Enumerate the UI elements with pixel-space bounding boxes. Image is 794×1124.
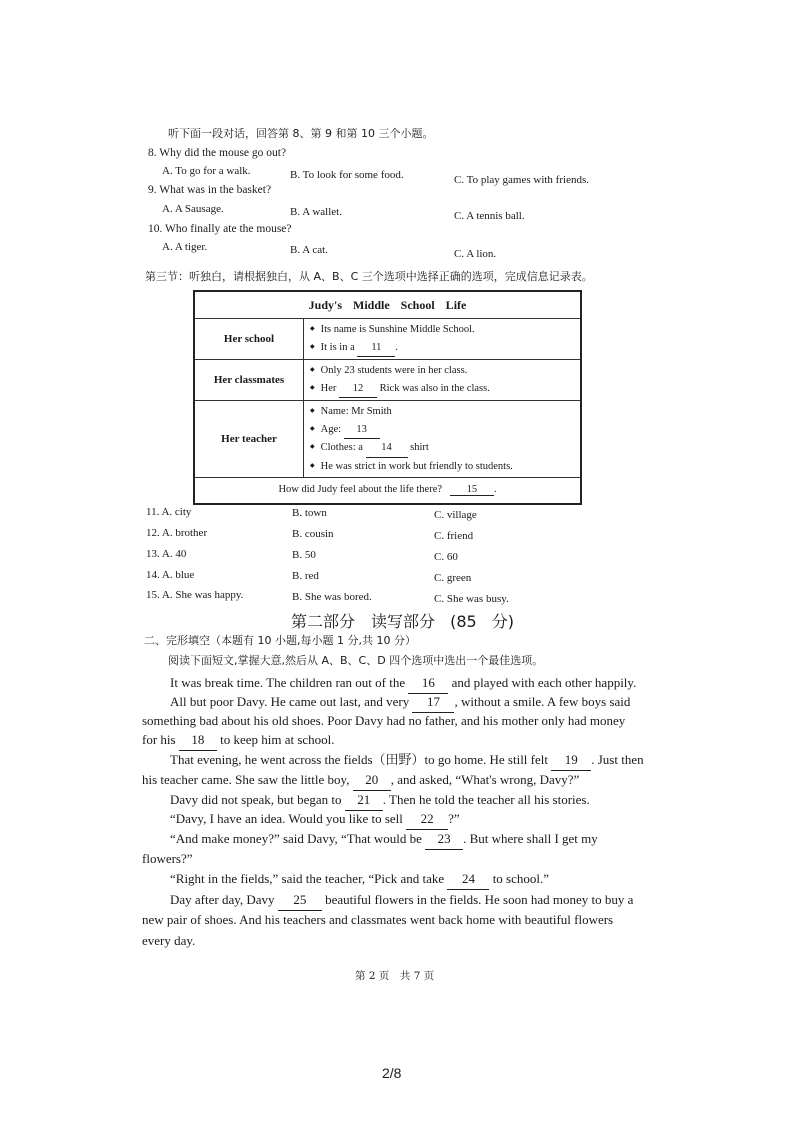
row-label-classmates: Her classmates <box>194 360 304 401</box>
option-14-a: 14. A. blue <box>146 569 195 581</box>
passage-line-4: for his 18 to keep him at school. <box>142 730 335 751</box>
row-content-school: ◆ Its name is Sunshine Middle School. ◆ It is in a 11 . <box>304 319 582 360</box>
blank-14: 14 <box>366 440 408 458</box>
section3-intro: 第三节：听独白，请根据独白，从 A、B、C 三个选项中选择正确的选项，完成信息记录表。 <box>145 270 593 283</box>
option-14-c: C. green <box>434 572 472 584</box>
option-11-b: B. town <box>292 507 327 519</box>
page-number: 2/8 <box>382 1065 402 1081</box>
row-label-teacher: Her teacher <box>194 401 304 478</box>
blank-24: 24 <box>447 869 489 890</box>
blank-17: 17 <box>412 692 454 713</box>
passage-line-3: something bad about his old shoes. Poor Davy had no father, and his mother only had money <box>142 713 626 728</box>
blank-23: 23 <box>425 829 463 850</box>
q9-option-c: C. A tennis ball. <box>454 210 525 222</box>
passage-line-11: “Right in the fields,” said the teacher, “Pick and take 24 to school.” <box>170 869 549 890</box>
option-15-b: B. She was bored. <box>292 591 372 603</box>
passage-line-12: Day after day, Davy 25 beautiful flowers in the fields. He soon had money to buy a <box>170 890 633 911</box>
listening-intro: 听下面一段对话，回答第 8、第 9 和第 10 三个小题。 <box>168 127 434 140</box>
blank-20: 20 <box>353 770 391 791</box>
option-11-a: 11. A. city <box>146 506 192 518</box>
section-cloze-title: 二、完形填空（本题有 10 小题,每小题 1 分,共 10 分） <box>144 634 416 647</box>
q10-option-c: C. A lion. <box>454 248 497 260</box>
passage-line-5: That evening, he went across the fields（田野）to go home. He still felt 19 . Just then <box>170 750 644 771</box>
passage-line-10: flowers?” <box>142 851 193 866</box>
option-15-c: C. She was busy. <box>434 593 509 605</box>
row-label-school: Her school <box>194 319 304 360</box>
passage-line-6: his teacher came. She saw the little boy, 20 , and asked, “What's wrong, Davy?” <box>142 770 579 791</box>
blank-16: 16 <box>408 673 448 694</box>
question-8: 8. Why did the mouse go out? <box>148 147 287 159</box>
row-content-classmates: ◆ Only 23 students were in her class. ◆ Her 12 Rick was also in the class. <box>304 360 582 401</box>
passage-line-9: “And make money?” said Davy, “That would be 23 . But where shall I get my <box>170 829 598 850</box>
blank-11: 11 <box>357 340 395 358</box>
blank-19: 19 <box>551 750 591 771</box>
cloze-instruction: 阅读下面短文,掌握大意,然后从 A、B、C、D 四个选项中选出一个最佳选项。 <box>168 654 544 667</box>
q10-option-a: A. A tiger. <box>162 241 208 253</box>
q9-option-b: B. A wallet. <box>290 206 342 218</box>
option-13-b: B. 50 <box>292 549 316 561</box>
part2-heading: 第二部分 读写部分 (85 分) <box>291 612 515 631</box>
option-12-c: C. friend <box>434 530 474 542</box>
option-14-b: B. red <box>292 570 319 582</box>
passage-line-8: “Davy, I have an idea. Would you like to sell 22 ?” <box>170 809 460 830</box>
passage-line-1: It was break time. The children ran out of the 16 and played with each other happily. <box>170 673 636 694</box>
blank-21: 21 <box>345 790 383 811</box>
blank-13: 13 <box>344 422 380 440</box>
question-10: 10. Who finally ate the mouse? <box>148 223 292 235</box>
question-9: 9. What was in the basket? <box>148 184 272 196</box>
option-12-a: 12. A. brother <box>146 527 208 539</box>
table-question-row: How did Judy feel about the life there? 15 . <box>194 478 581 504</box>
passage-line-2: All but poor Davy. He came out last, and very 17 , without a smile. A few boys said <box>170 692 630 713</box>
info-record-table <box>193 290 582 505</box>
blank-22: 22 <box>406 809 448 830</box>
passage-line-14: every day. <box>142 933 196 948</box>
option-15-a: 15. A. She was happy. <box>146 589 244 601</box>
page-footer-label: 第 2 页 共 7 页 <box>355 970 435 982</box>
option-11-c: C. village <box>434 509 477 521</box>
option-12-b: B. cousin <box>292 528 334 540</box>
blank-15: 15 <box>450 484 494 496</box>
passage-line-13: new pair of shoes. And his teachers and classmates went back home with beautiful flowers <box>142 912 614 927</box>
option-13-a: 13. A. 40 <box>146 548 187 560</box>
blank-18: 18 <box>179 730 217 751</box>
q8-option-a: A. To go for a walk. <box>162 165 251 177</box>
blank-12: 12 <box>339 381 377 399</box>
passage-line-7: Davy did not speak, but began to 21 . Then he told the teacher all his stories. <box>170 790 590 811</box>
row-content-teacher: ◆ Name: Mr Smith ◆ Age: 13 ◆ Clothes: a 14 shirt ◆ He was strict in work but friendly to students. <box>304 401 582 478</box>
table-title: Judy's Middle School Life <box>194 291 581 319</box>
q8-option-b: B. To look for some food. <box>290 169 404 181</box>
q8-option-c: C. To play games with friends. <box>454 174 589 186</box>
option-13-c: C. 60 <box>434 551 458 563</box>
q10-option-b: B. A cat. <box>290 244 328 256</box>
q9-option-a: A. A Sausage. <box>162 203 224 215</box>
blank-25: 25 <box>278 890 322 911</box>
